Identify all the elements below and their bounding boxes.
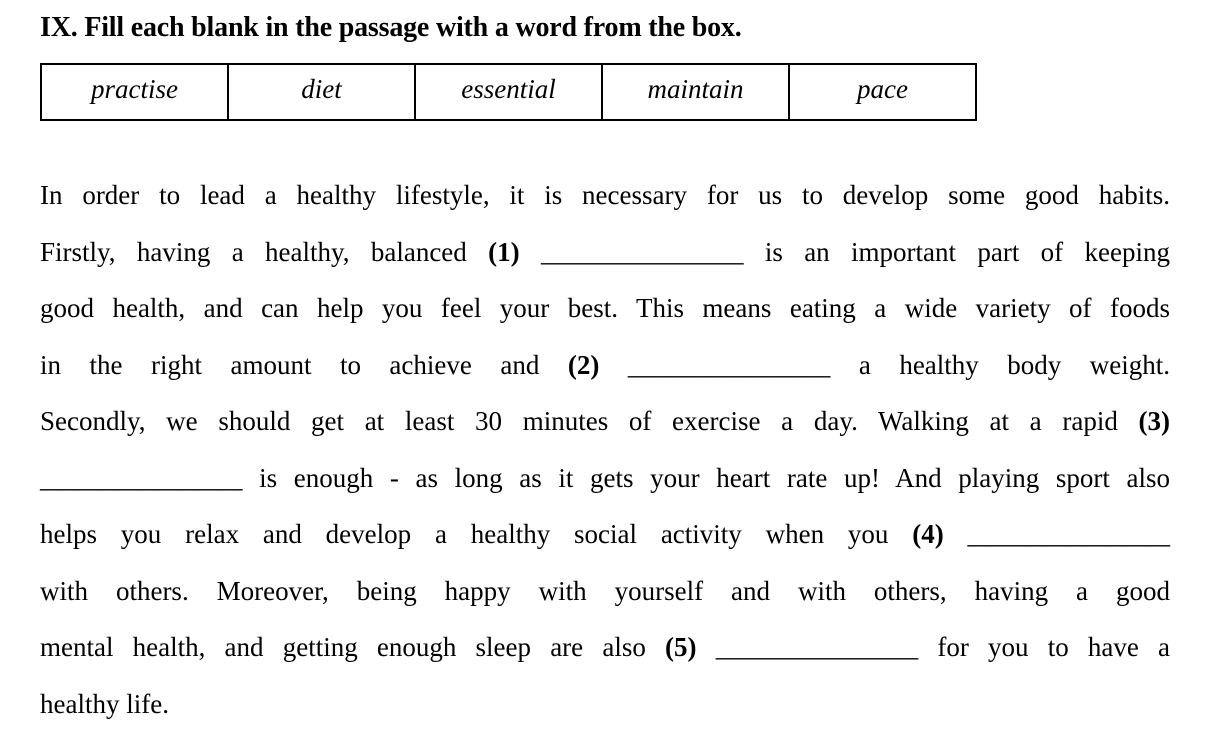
passage-line-9 xyxy=(40,619,1170,676)
blank-number-5: (5) xyxy=(665,632,697,662)
exercise-title: IX. Fill each blank in the passage with a word from the box. xyxy=(40,12,742,43)
passage-text: is an important part of keeping xyxy=(743,236,1170,267)
word-box-cell xyxy=(416,65,603,119)
word-box-word: essential xyxy=(461,73,556,104)
passage xyxy=(40,167,1170,732)
passage-text: with others. Moreover, being happy with yourself and with others, having a good xyxy=(40,575,1170,606)
passage-text xyxy=(944,519,968,549)
blank-number-1: (1) xyxy=(488,236,520,267)
passage-line-2 xyxy=(40,224,1170,281)
blank-number-4: (4) xyxy=(912,519,944,549)
word-box-word: maintain xyxy=(647,73,744,104)
passage-text: helps you relax and develop a healthy social activity when you xyxy=(40,519,913,549)
passage-text: good health, and can help you feel your best. This means eating a wide variety of foods xyxy=(40,293,1170,323)
blank-1: _______________ xyxy=(540,236,744,267)
blank-4: _______________ xyxy=(967,519,1171,549)
passage-text xyxy=(520,237,541,267)
passage-text xyxy=(697,632,716,662)
passage-line-10 xyxy=(40,676,1170,733)
passage-text xyxy=(599,350,628,380)
passage-text: mental health, and getting enough sleep are also xyxy=(40,632,666,662)
passage-text: is enough - as long as it gets your heart rate up! And playing sport also xyxy=(242,462,1170,493)
word-box-word: diet xyxy=(301,73,342,104)
blank-3: _______________ xyxy=(40,462,243,493)
word-box-cell xyxy=(603,65,790,119)
blank-number-3: (3) xyxy=(1138,406,1170,436)
passage-line-7 xyxy=(40,506,1170,563)
passage-text: for you to have a xyxy=(918,632,1171,662)
passage-line-1 xyxy=(40,167,1170,224)
word-box-cell xyxy=(229,65,416,119)
passage-text: In order to lead a healthy lifestyle, it is necessary for us to develop some good habits. xyxy=(40,180,1170,210)
word-box-cell xyxy=(42,65,229,119)
passage-line-5 xyxy=(40,393,1170,450)
passage-text: a healthy body weight. xyxy=(830,349,1171,380)
word-box xyxy=(40,63,977,121)
passage-line-6 xyxy=(40,450,1170,507)
passage-text: healthy life. xyxy=(40,688,169,719)
passage-text: Firstly, having a healthy, balanced xyxy=(40,236,489,267)
word-box-cell xyxy=(790,65,975,119)
passage-text: Secondly, we should get at least 30 minutes of exercise a day. Walking at a rapid xyxy=(40,406,1139,436)
passage-line-8 xyxy=(40,563,1170,620)
blank-5: _______________ xyxy=(715,632,919,662)
word-box-word: pace xyxy=(857,73,908,104)
word-box-word: practise xyxy=(91,73,178,104)
passage-line-4 xyxy=(40,337,1170,394)
blank-2: _______________ xyxy=(627,349,831,380)
blank-number-2: (2) xyxy=(567,349,600,380)
passage-line-3 xyxy=(40,280,1170,337)
passage-text: in the right amount to achieve and xyxy=(40,349,568,380)
